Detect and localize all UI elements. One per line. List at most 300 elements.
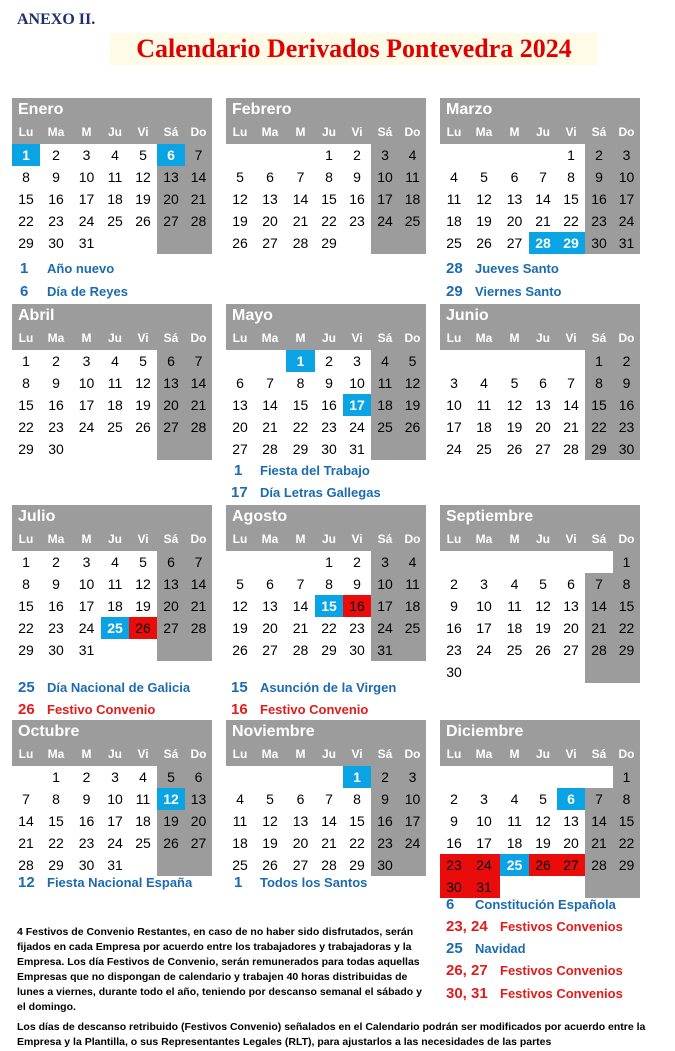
day-cell: 29 bbox=[585, 438, 613, 460]
day-cell: 14 bbox=[185, 372, 212, 394]
day-cell: 30 bbox=[349, 642, 365, 658]
day-cell: 2 bbox=[353, 147, 361, 163]
day-cell: 12 bbox=[535, 813, 551, 829]
day-cell: 11 bbox=[399, 573, 426, 595]
month-octubre bbox=[12, 720, 212, 876]
day-cell: 16 bbox=[585, 188, 613, 210]
weekday-label: Lu bbox=[232, 125, 248, 139]
day-grid bbox=[226, 350, 426, 460]
day-cell: 9 bbox=[613, 372, 640, 394]
empty-cell bbox=[585, 551, 613, 573]
day-cell: 28 bbox=[563, 441, 579, 457]
empty-cell bbox=[468, 144, 500, 166]
day-cell: 27 bbox=[292, 857, 309, 873]
empty-cell bbox=[371, 232, 399, 254]
holiday-may1: 1 Fiesta del Trabajo bbox=[234, 462, 370, 479]
day-cell: 23 bbox=[321, 419, 337, 435]
day-cell: 3 bbox=[480, 791, 488, 807]
weekday-label: M bbox=[295, 532, 306, 546]
day-cell: 24 bbox=[371, 617, 399, 639]
empty-cell bbox=[254, 350, 286, 372]
day-cell: 16 bbox=[446, 835, 462, 851]
day-cell: 5 bbox=[236, 576, 244, 592]
day-cell: 18 bbox=[232, 835, 248, 851]
empty-cell bbox=[440, 144, 468, 166]
weekday-label: M bbox=[81, 331, 92, 345]
day-cell: 22 bbox=[18, 620, 34, 636]
day-cell: 17 bbox=[613, 188, 640, 210]
empty-cell bbox=[529, 144, 557, 166]
day-cell: 25 bbox=[232, 857, 248, 873]
day-cell: 18 bbox=[107, 598, 123, 614]
day-cell: 3 bbox=[399, 766, 426, 788]
day-cell: 1 bbox=[286, 350, 315, 372]
holiday-ago16: 16 Festivo Convenio bbox=[231, 701, 369, 718]
month-noviembre bbox=[226, 720, 426, 876]
day-cell: 23 bbox=[48, 620, 64, 636]
day-cell: 10 bbox=[349, 375, 365, 391]
empty-cell bbox=[254, 144, 286, 166]
day-cell: 21 bbox=[18, 835, 34, 851]
day-cell: 4 bbox=[510, 576, 519, 592]
weekday-label: Ma bbox=[475, 331, 493, 345]
weekday-label: Ju bbox=[321, 532, 336, 546]
day-cell: 31 bbox=[78, 235, 95, 251]
day-cell: 26 bbox=[506, 441, 523, 457]
empty-cell bbox=[529, 551, 557, 573]
day-cell: 6 bbox=[236, 375, 244, 391]
empty-cell bbox=[286, 144, 315, 166]
day-cell: 23 bbox=[446, 642, 462, 658]
weekday-label: Do bbox=[404, 331, 421, 345]
day-cell: 29 bbox=[18, 642, 34, 658]
month-julio bbox=[12, 505, 212, 661]
day-cell: 25 bbox=[399, 210, 426, 232]
day-cell: 14 bbox=[585, 810, 613, 832]
day-cell: 14 bbox=[321, 813, 337, 829]
day-cell: 4 bbox=[111, 554, 119, 570]
weekday-header bbox=[440, 744, 640, 766]
day-cell: 3 bbox=[111, 769, 119, 785]
day-cell: 15 bbox=[613, 810, 640, 832]
day-cell: 13 bbox=[157, 573, 185, 595]
empty-cell bbox=[529, 661, 557, 683]
day-cell: 30 bbox=[371, 854, 399, 876]
day-cell: 12 bbox=[135, 576, 151, 592]
day-cell: 7 bbox=[185, 551, 212, 573]
day-cell: 23 bbox=[78, 835, 95, 851]
month-marzo bbox=[440, 98, 640, 254]
day-cell: 20 bbox=[262, 213, 278, 229]
day-cell: 5 bbox=[480, 169, 488, 185]
day-cell: 22 bbox=[321, 620, 337, 636]
day-cell: 15 bbox=[48, 813, 64, 829]
day-cell: 29 bbox=[18, 441, 34, 457]
day-cell: 6 bbox=[557, 788, 585, 810]
day-cell: 14 bbox=[185, 573, 212, 595]
day-cell: 15 bbox=[349, 813, 365, 829]
day-cell: 8 bbox=[613, 788, 640, 810]
weekday-label: Ju bbox=[535, 747, 550, 761]
day-cell: 13 bbox=[262, 598, 278, 614]
day-cell: 7 bbox=[296, 576, 305, 592]
day-cell: 2 bbox=[371, 766, 399, 788]
empty-cell bbox=[500, 144, 529, 166]
day-cell: 31 bbox=[349, 441, 365, 457]
day-grid bbox=[226, 551, 426, 661]
month-septiembre bbox=[440, 505, 640, 683]
empty-cell bbox=[613, 661, 640, 683]
weekday-label: Do bbox=[618, 331, 635, 345]
weekday-header bbox=[226, 529, 426, 551]
note-festivos-restantes: 4 Festivos de Convenio Restantes, en caso de no haber sido disfrutados, serán fijados en cada Empresa por acuerdo entre los trabajadores y trabajadoras y la Empresa. Los día Festivos de Convenio, serán remunerados para todas aquellas Empresas que no dispongan de calendario y trabajen 40 horas distribuidas de lunes a viernes, durante todo el año, teniendo por descanso semanal el sábado y el domingo. bbox=[17, 926, 422, 1013]
weekday-label: Ju bbox=[107, 125, 122, 139]
day-cell: 21 bbox=[185, 394, 212, 416]
day-cell: 19 bbox=[232, 213, 248, 229]
day-cell: 2 bbox=[353, 554, 361, 570]
day-cell: 22 bbox=[563, 213, 579, 229]
day-cell: 2 bbox=[82, 769, 91, 785]
day-cell: 1 bbox=[343, 766, 371, 788]
day-cell: 13 bbox=[563, 813, 579, 829]
day-cell: 29 bbox=[48, 857, 64, 873]
day-cell: 27 bbox=[232, 441, 248, 457]
weekday-label: Ju bbox=[107, 331, 122, 345]
day-cell: 17 bbox=[78, 598, 95, 614]
day-cell: 10 bbox=[107, 791, 123, 807]
weekday-label: Ma bbox=[47, 125, 65, 139]
day-cell: 14 bbox=[262, 397, 278, 413]
day-cell: 17 bbox=[446, 419, 462, 435]
day-cell: 16 bbox=[48, 191, 64, 207]
weekday-label: Do bbox=[190, 331, 207, 345]
day-cell: 22 bbox=[292, 419, 309, 435]
day-cell: 24 bbox=[371, 210, 399, 232]
day-cell: 8 bbox=[585, 372, 613, 394]
day-cell: 11 bbox=[135, 791, 151, 807]
day-cell: 1 bbox=[567, 147, 575, 163]
day-cell: 1 bbox=[613, 551, 640, 573]
empty-cell bbox=[468, 551, 500, 573]
day-cell: 3 bbox=[82, 353, 91, 369]
empty-cell bbox=[399, 232, 426, 254]
day-cell: 18 bbox=[371, 394, 399, 416]
day-grid bbox=[12, 144, 212, 254]
day-cell: 7 bbox=[325, 791, 333, 807]
day-cell: 16 bbox=[343, 595, 371, 617]
day-cell: 9 bbox=[52, 375, 60, 391]
weekday-header bbox=[226, 122, 426, 144]
day-cell: 20 bbox=[292, 835, 309, 851]
day-cell: 13 bbox=[535, 397, 551, 413]
day-cell: 9 bbox=[325, 375, 333, 391]
holiday-jul25: 25 Día Nacional de Galicia bbox=[18, 679, 191, 696]
day-cell: 5 bbox=[510, 375, 519, 391]
day-cell: 19 bbox=[535, 835, 551, 851]
day-cell: 10 bbox=[476, 813, 492, 829]
day-cell: 3 bbox=[82, 147, 91, 163]
day-cell: 22 bbox=[48, 835, 64, 851]
day-cell: 21 bbox=[535, 213, 551, 229]
day-cell: 12 bbox=[232, 598, 248, 614]
day-cell: 10 bbox=[476, 598, 492, 614]
day-cell: 9 bbox=[353, 576, 361, 592]
day-cell: 4 bbox=[236, 791, 244, 807]
day-cell: 13 bbox=[262, 191, 278, 207]
day-cell: 25 bbox=[506, 642, 523, 658]
empty-cell bbox=[72, 438, 101, 460]
day-cell: 16 bbox=[371, 810, 399, 832]
day-cell: 4 bbox=[111, 353, 119, 369]
day-cell: 25 bbox=[101, 617, 129, 639]
month-name: Febrero bbox=[226, 98, 426, 122]
day-cell: 18 bbox=[506, 835, 523, 851]
day-cell: 1 bbox=[613, 766, 640, 788]
day-cell: 24 bbox=[78, 213, 95, 229]
day-cell: 28 bbox=[262, 441, 278, 457]
weekday-label: Vi bbox=[137, 532, 149, 546]
day-cell: 7 bbox=[296, 169, 305, 185]
day-cell: 4 bbox=[371, 350, 399, 372]
day-cell: 3 bbox=[613, 144, 640, 166]
day-cell: 10 bbox=[371, 166, 399, 188]
day-cell: 17 bbox=[78, 397, 95, 413]
weekday-label: M bbox=[295, 125, 306, 139]
day-cell: 25 bbox=[399, 617, 426, 639]
weekday-label: Ju bbox=[107, 747, 122, 761]
empty-cell bbox=[101, 232, 129, 254]
empty-cell bbox=[529, 876, 557, 898]
month-name: Agosto bbox=[226, 505, 426, 529]
day-cell: 27 bbox=[185, 832, 212, 854]
day-cell: 28 bbox=[185, 617, 212, 639]
weekday-label: Ju bbox=[321, 125, 336, 139]
empty-cell bbox=[185, 232, 212, 254]
day-cell: 5 bbox=[139, 353, 147, 369]
holiday-dic25: 25 Navidad bbox=[446, 940, 526, 957]
day-cell: 18 bbox=[506, 620, 523, 636]
weekday-label: Sá bbox=[591, 747, 607, 761]
empty-cell bbox=[440, 551, 468, 573]
day-cell: 20 bbox=[157, 188, 185, 210]
weekday-label: M bbox=[509, 532, 520, 546]
day-cell: 8 bbox=[296, 375, 305, 391]
day-cell: 24 bbox=[613, 210, 640, 232]
day-cell: 19 bbox=[262, 835, 278, 851]
empty-cell bbox=[500, 876, 529, 898]
day-cell: 29 bbox=[292, 441, 309, 457]
weekday-label: Vi bbox=[565, 747, 577, 761]
day-cell: 23 bbox=[48, 213, 64, 229]
holiday-oct12: 12 Fiesta Nacional España bbox=[18, 874, 193, 891]
day-cell: 21 bbox=[185, 188, 212, 210]
empty-cell bbox=[254, 766, 286, 788]
day-cell: 8 bbox=[325, 169, 333, 185]
weekday-label: Sá bbox=[591, 331, 607, 345]
empty-cell bbox=[157, 438, 185, 460]
day-cell: 29 bbox=[321, 642, 337, 658]
day-cell: 6 bbox=[157, 144, 185, 166]
holiday-may17: 17 Día Letras Gallegas bbox=[231, 484, 381, 501]
day-cell: 4 bbox=[399, 144, 426, 166]
day-cell: 1 bbox=[22, 554, 30, 570]
weekday-label: Do bbox=[404, 747, 421, 761]
day-cell: 11 bbox=[107, 169, 123, 185]
weekday-label: Lu bbox=[18, 125, 34, 139]
day-grid bbox=[440, 144, 640, 254]
day-cell: 6 bbox=[266, 576, 274, 592]
day-cell: 30 bbox=[48, 235, 64, 251]
day-cell: 7 bbox=[185, 350, 212, 372]
empty-cell bbox=[129, 438, 157, 460]
day-cell: 10 bbox=[446, 397, 462, 413]
day-cell: 21 bbox=[292, 213, 309, 229]
day-cell: 2 bbox=[325, 353, 333, 369]
empty-cell bbox=[557, 551, 585, 573]
day-cell: 29 bbox=[613, 639, 640, 661]
day-cell: 24 bbox=[349, 419, 365, 435]
day-cell: 11 bbox=[476, 397, 492, 413]
empty-cell bbox=[226, 350, 254, 372]
month-name: Noviembre bbox=[226, 720, 426, 744]
empty-cell bbox=[557, 661, 585, 683]
empty-cell bbox=[585, 661, 613, 683]
day-cell: 19 bbox=[135, 397, 151, 413]
day-cell: 3 bbox=[353, 353, 361, 369]
day-cell: 13 bbox=[157, 372, 185, 394]
holiday-ene6: 6 Día de Reyes bbox=[20, 283, 128, 300]
day-cell: 19 bbox=[506, 419, 523, 435]
day-cell: 27 bbox=[563, 642, 579, 658]
day-cell: 21 bbox=[185, 595, 212, 617]
empty-cell bbox=[500, 661, 529, 683]
holiday-dic2324: 23, 24 Festivos Convenios bbox=[446, 918, 623, 935]
day-cell: 21 bbox=[563, 419, 579, 435]
empty-cell bbox=[226, 551, 254, 573]
weekday-label: Lu bbox=[18, 331, 34, 345]
empty-cell bbox=[343, 232, 371, 254]
day-cell: 17 bbox=[476, 835, 492, 851]
day-cell: 23 bbox=[48, 419, 64, 435]
weekday-label: Vi bbox=[565, 331, 577, 345]
day-cell: 9 bbox=[82, 791, 91, 807]
day-cell: 18 bbox=[446, 213, 462, 229]
day-cell: 5 bbox=[139, 554, 147, 570]
day-cell: 14 bbox=[563, 397, 579, 413]
empty-cell bbox=[468, 661, 500, 683]
weekday-label: Lu bbox=[446, 747, 462, 761]
day-cell: 8 bbox=[325, 576, 333, 592]
weekday-label: Do bbox=[190, 125, 207, 139]
day-cell: 19 bbox=[476, 213, 492, 229]
empty-cell bbox=[315, 766, 343, 788]
day-cell: 31 bbox=[78, 642, 95, 658]
day-cell: 9 bbox=[52, 169, 60, 185]
day-cell: 6 bbox=[157, 551, 185, 573]
day-cell: 1 bbox=[325, 554, 333, 570]
day-cell: 26 bbox=[262, 857, 278, 873]
day-cell: 12 bbox=[135, 169, 151, 185]
day-cell: 6 bbox=[539, 375, 547, 391]
empty-cell bbox=[129, 854, 157, 876]
empty-cell bbox=[101, 639, 129, 661]
weekday-label: Ju bbox=[535, 532, 550, 546]
day-cell: 2 bbox=[52, 147, 60, 163]
day-cell: 12 bbox=[262, 813, 278, 829]
day-cell: 6 bbox=[157, 350, 185, 372]
day-grid bbox=[12, 766, 212, 876]
day-cell: 2 bbox=[585, 144, 613, 166]
month-junio bbox=[440, 304, 640, 460]
day-cell: 6 bbox=[185, 766, 212, 788]
day-cell: 11 bbox=[371, 372, 399, 394]
day-cell: 8 bbox=[22, 375, 30, 391]
empty-cell bbox=[468, 766, 500, 788]
day-cell: 25 bbox=[107, 213, 123, 229]
day-cell: 8 bbox=[353, 791, 361, 807]
day-cell: 22 bbox=[613, 617, 640, 639]
day-cell: 2 bbox=[52, 353, 60, 369]
day-cell: 19 bbox=[157, 810, 185, 832]
day-cell: 5 bbox=[539, 791, 547, 807]
day-cell: 11 bbox=[507, 598, 522, 614]
day-cell: 20 bbox=[262, 620, 278, 636]
day-cell: 15 bbox=[18, 191, 34, 207]
day-cell: 2 bbox=[450, 791, 458, 807]
month-abril bbox=[12, 304, 212, 460]
day-cell: 11 bbox=[507, 813, 522, 829]
weekday-label: M bbox=[509, 747, 520, 761]
day-grid bbox=[226, 766, 426, 876]
day-cell: 24 bbox=[468, 854, 500, 876]
day-cell: 4 bbox=[450, 169, 458, 185]
weekday-header bbox=[12, 328, 212, 350]
day-cell: 17 bbox=[371, 188, 399, 210]
day-cell: 30 bbox=[613, 438, 640, 460]
empty-cell bbox=[529, 766, 557, 788]
day-cell: 20 bbox=[157, 595, 185, 617]
day-cell: 31 bbox=[468, 876, 500, 898]
weekday-label: Ma bbox=[261, 532, 279, 546]
day-cell: 5 bbox=[539, 576, 547, 592]
day-cell: 24 bbox=[446, 441, 462, 457]
weekday-label: Lu bbox=[232, 331, 248, 345]
day-cell: 9 bbox=[585, 166, 613, 188]
day-cell: 26 bbox=[232, 642, 248, 658]
day-cell: 17 bbox=[476, 620, 492, 636]
day-cell: 19 bbox=[399, 394, 426, 416]
day-cell: 13 bbox=[506, 191, 523, 207]
weekday-label: Ma bbox=[475, 747, 493, 761]
day-cell: 6 bbox=[266, 169, 274, 185]
day-grid bbox=[12, 551, 212, 661]
empty-cell bbox=[371, 438, 399, 460]
day-cell: 1 bbox=[22, 353, 30, 369]
day-cell: 23 bbox=[371, 832, 399, 854]
day-cell: 27 bbox=[506, 235, 523, 251]
day-cell: 22 bbox=[18, 213, 34, 229]
day-cell: 28 bbox=[529, 232, 557, 254]
day-cell: 26 bbox=[129, 617, 157, 639]
day-cell: 15 bbox=[292, 397, 309, 413]
weekday-label: Lu bbox=[232, 532, 248, 546]
month-name: Mayo bbox=[226, 304, 426, 328]
weekday-label: Ju bbox=[535, 331, 550, 345]
empty-cell bbox=[226, 144, 254, 166]
day-cell: 21 bbox=[585, 832, 613, 854]
weekday-label: Vi bbox=[351, 747, 363, 761]
empty-cell bbox=[529, 350, 557, 372]
